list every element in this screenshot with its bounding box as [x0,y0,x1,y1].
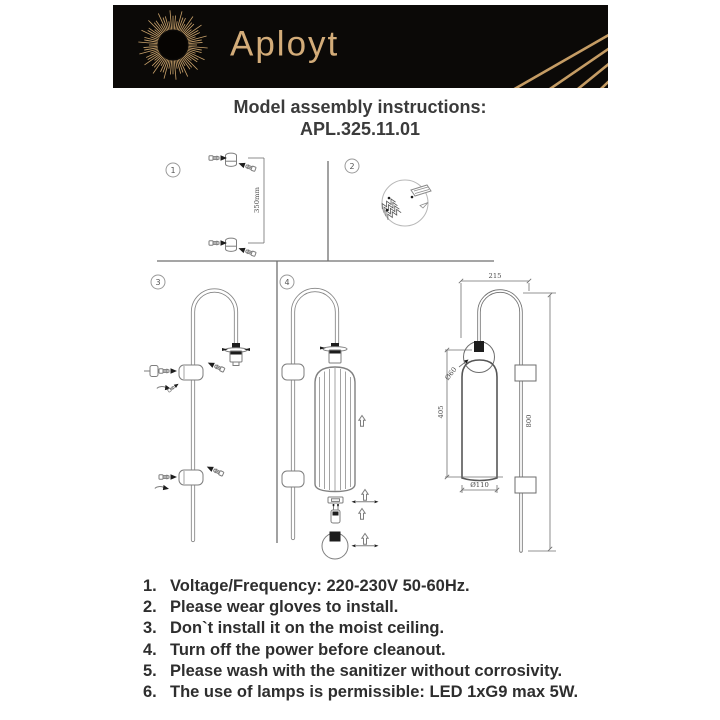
instruction-number: 3. [143,619,157,638]
svg-text:1: 1 [170,165,176,175]
dim-215: 215 [488,272,502,280]
step-badge-3 [151,275,165,289]
title-line1: Model assembly instructions: [233,97,487,117]
svg-text:4: 4 [284,277,290,287]
dim-shade-diameter: Ø110 [470,481,489,489]
svg-text:3: 3 [155,277,161,287]
step1-drawing [209,153,264,257]
step3-drawing [144,291,250,541]
step4-drawing [282,290,379,559]
dimension-drawing [437,272,556,551]
instruction-number: 4. [143,640,157,659]
instruction-item [0,682,720,703]
instruction-number: 5. [143,661,157,680]
dim-350mm: 350mm [253,187,261,213]
instruction-text: Please wear gloves to install. [170,598,399,617]
instruction-item [0,640,720,661]
svg-text:2: 2 [349,161,355,171]
instruction-item [0,661,720,682]
step-badge-1 [166,163,180,177]
dim-405: 405 [437,405,445,419]
instruction-text: The use of lamps is permissible: LED 1xG9 max 5W. [170,683,579,702]
title-line2: APL.325.11.01 [299,118,421,139]
instruction-number: 6. [143,683,157,702]
instruction-text: Please wash with the sanitizer without corrosivity. [170,661,563,680]
instruction-item [0,618,720,639]
dim-800: 800 [525,414,533,428]
dim-ball-diameter: Ø60 [443,365,459,382]
instruction-item [0,597,720,618]
instruction-number: 1. [143,577,157,595]
instruction-item [0,576,720,597]
instruction-text: Don`t install it on the moist ceiling. [170,619,445,638]
brand-name: Aployt [230,24,340,64]
step-badge-2 [345,159,359,173]
instruction-text: Turn off the power before cleanout. [170,640,446,659]
instruction-list [0,576,720,703]
step-badge-4 [280,275,294,289]
instruction-text: Voltage/Frequency: 220-230V 50-60Hz. [170,577,470,595]
instruction-number: 2. [143,598,157,617]
step2-wiring-detail [380,180,431,226]
